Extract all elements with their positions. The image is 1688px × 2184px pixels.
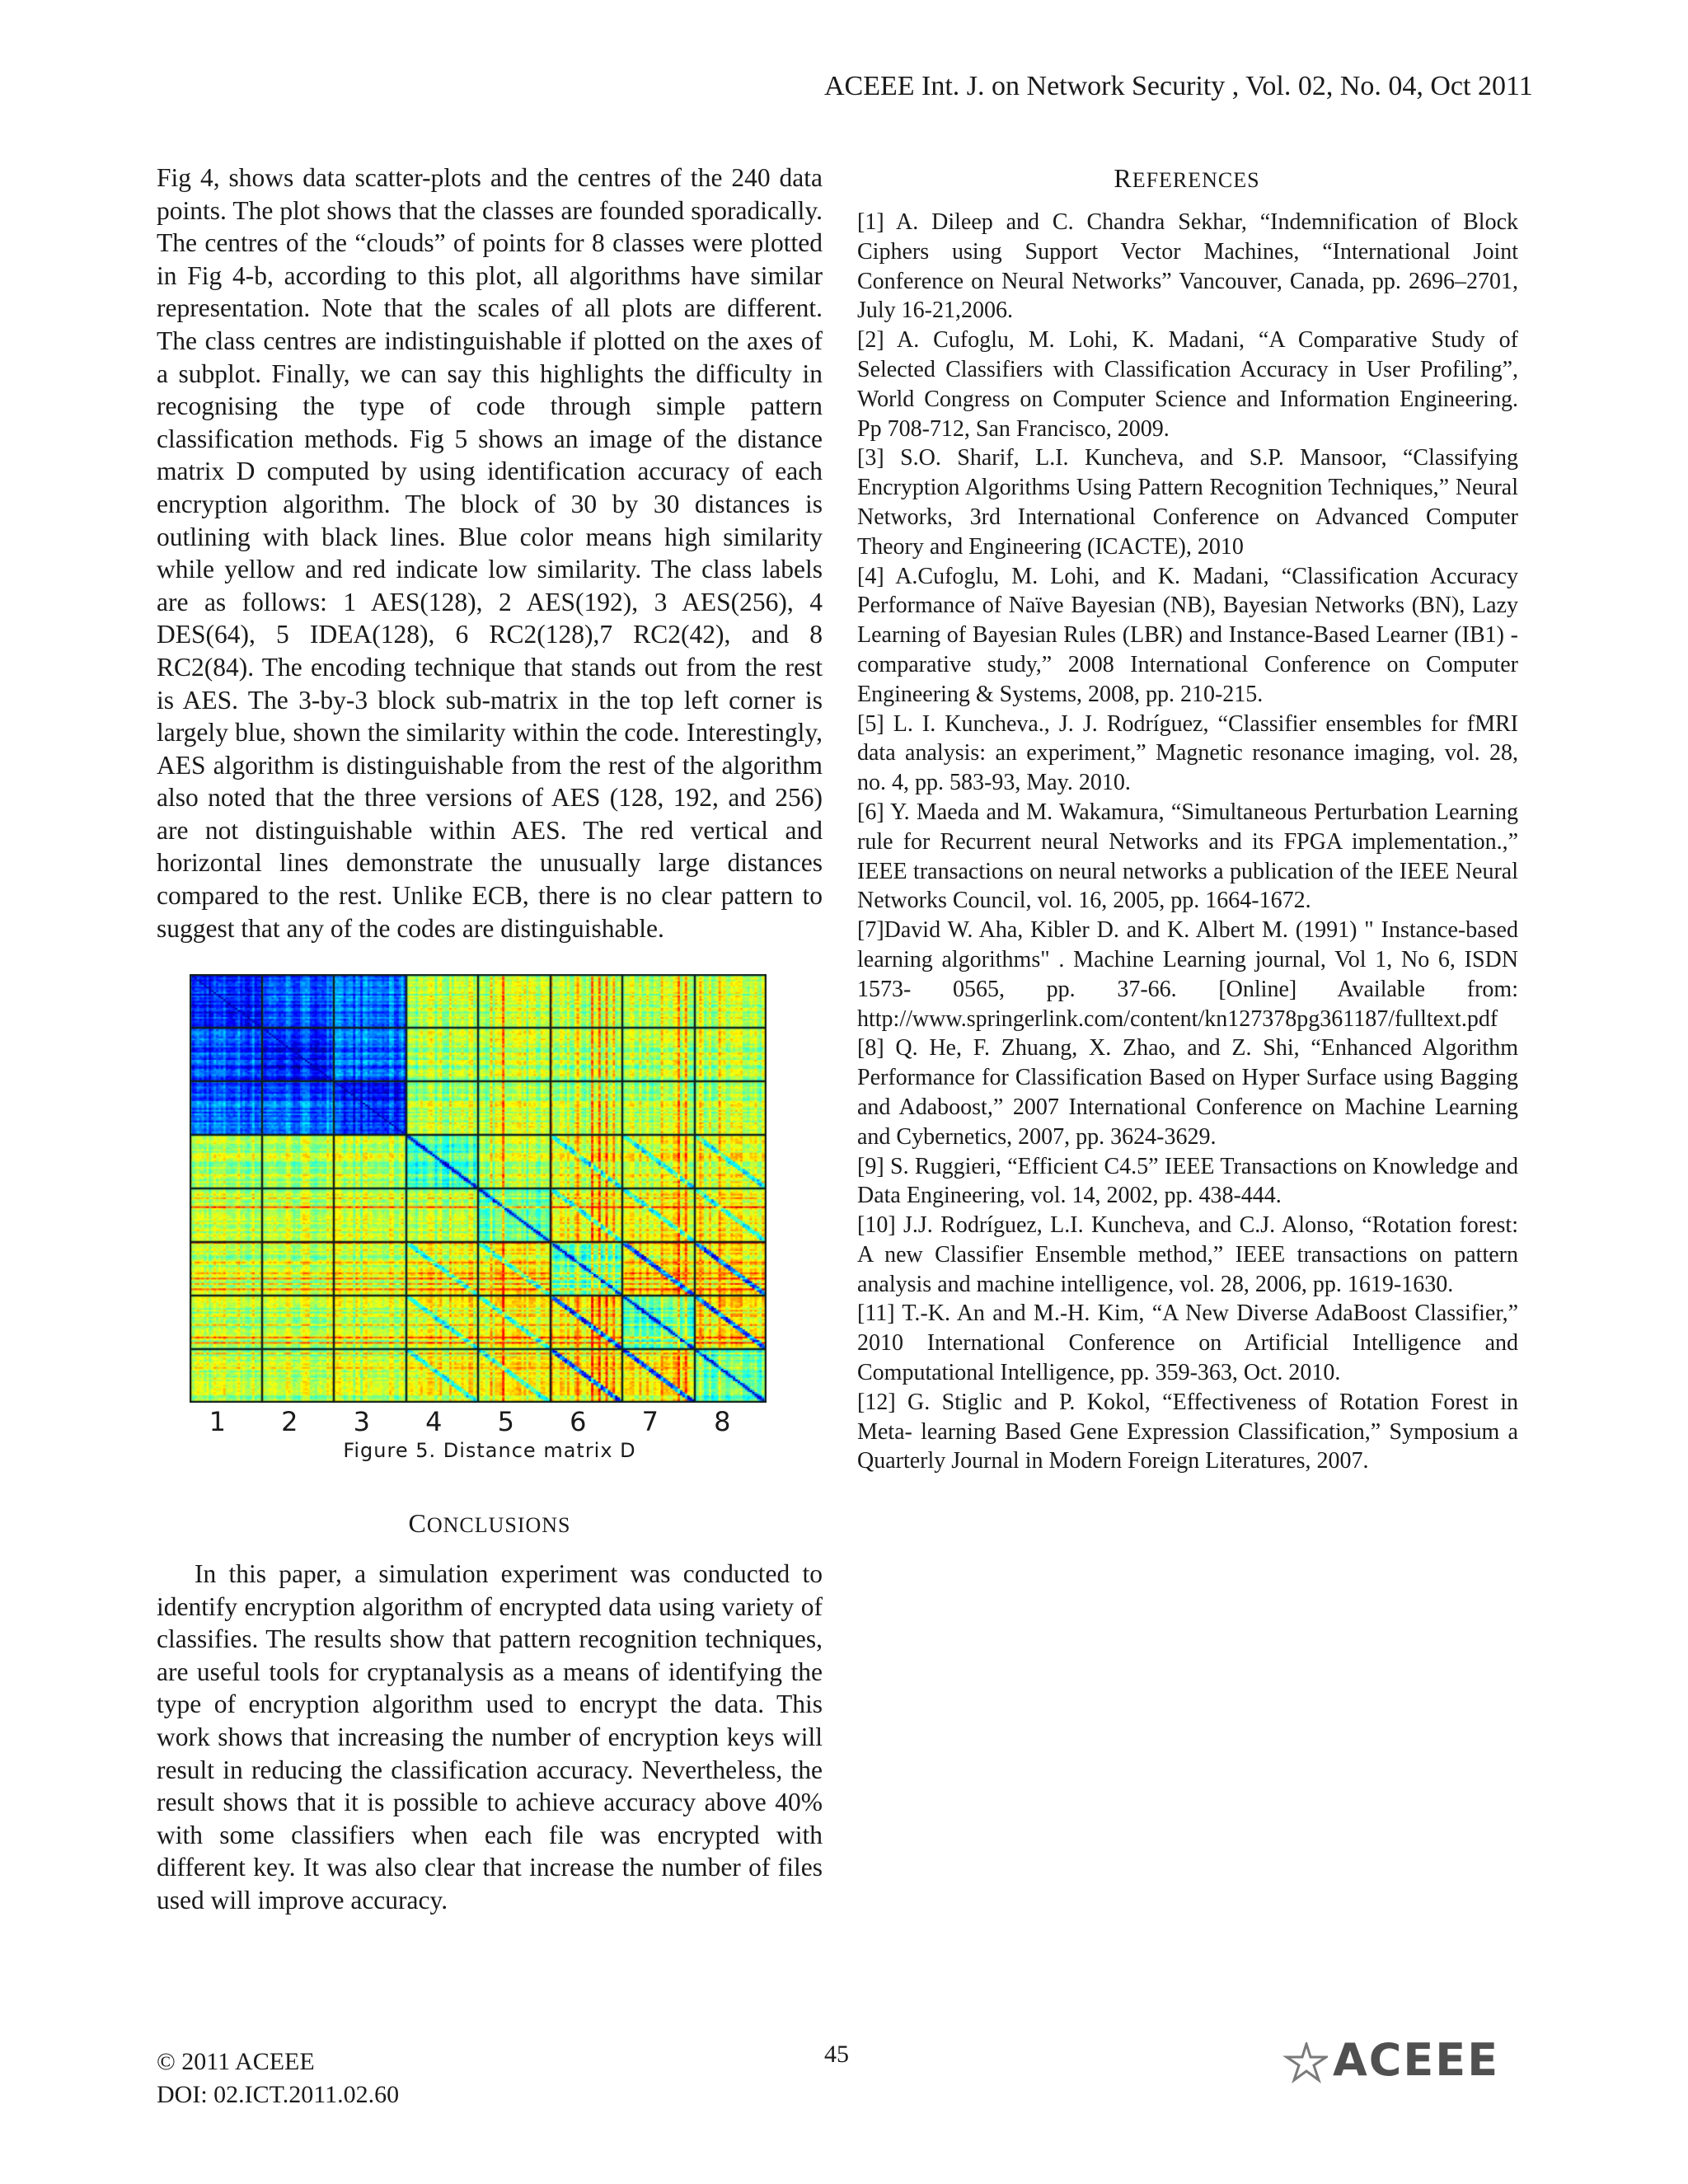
references-heading-rest: EFERENCES	[1132, 168, 1260, 192]
conclusions-heading-initial: C	[408, 1508, 427, 1538]
reference-item: [7]David W. Aha, Kibler D. and K. Albert M. (1991) " Instance-based learning algorithms" . Machine Learning journal, Vol 1, No 6, ISDN 1573- 0565, pp. 37-66. [Online] Available from: http://www.springerlink.com/content/kn127378pg361187/fulltext.pdf	[857, 917, 1518, 1032]
reference-item: [9] S. Ruggieri, “Efficient C4.5” IEEE Transactions on Knowledge and Data Engineering, vol. 14, 2002, pp. 438-444.	[857, 1153, 1518, 1209]
x-tick-label: 5	[497, 1406, 514, 1437]
figure-5	[190, 974, 767, 1442]
x-tick-label: 3	[353, 1406, 370, 1437]
reference-item: [5] L. I. Kuncheva., J. J. Rodríguez, “Classifier ensembles for fMRI data analysis: an experiment,” Magnetic resonance imaging, vol. 28, no. 4, pp. 583-93, May. 2010.	[857, 710, 1518, 796]
copyright: © 2011 ACEEE	[157, 2048, 315, 2075]
footer-left	[157, 2046, 399, 2111]
reference-item: [1] A. Dileep and C. Chandra Sekhar, “Indemnification of Block Ciphers using Support Vector Machines, “International Joint Conference on Neural Networks” Vancouver, Canada, pp. 2696–2701, July 16-21,2006.	[857, 209, 1518, 324]
x-tick-label: 8	[714, 1406, 731, 1437]
x-tick-label: 7	[641, 1406, 659, 1437]
conclusions-heading	[157, 1508, 823, 1539]
x-tick-label: 1	[209, 1406, 226, 1437]
conclusions-section	[157, 1558, 823, 1917]
doi: DOI: 02.ICT.2011.02.60	[157, 2081, 400, 2108]
page-number: 45	[824, 2041, 849, 2068]
references-heading	[857, 163, 1517, 194]
star-icon	[1282, 2042, 1328, 2083]
reference-item: [6] Y. Maeda and M. Wakamura, “Simultaneous Perturbation Learning rule for Recurrent neural Networks and its FPGA implementation.,” IEEE transactions on neural networks a publication of the IEEE Neural Networks Council, vol. 16, 2005, pp. 1664-1672.	[857, 799, 1518, 914]
body-paragraph: Fig 4, shows data scatter-plots and the centres of the 240 data points. The plot shows that the classes are founded sporadically. The centres of the “clouds” of points for 8 classes were plotted in Fig 4-b, according to this plot, all algorithms have similar representation. Note that the scales of all plots are different. The class centres are indistinguishable if plotted on the axes of a subplot. Finally, we can say this highlights the difficulty in recognising the type of code through simple pattern classification methods. Fig 5 shows an image of the distance matrix D computed by using identification accuracy of each encryption algorithm. The block of 30 by 30 distances is outlining with black lines. Blue color means high similarity while yellow and red indicate low similarity. The class labels are as follows: 1 AES(128), 2 AES(192), 3 AES(256), 4 DES(64), 5 IDEA(128), 6 RC2(128),7 RC2(42), and 8 RC2(84). The encoding technique that stands out from the rest is AES. The 3-by-3 block sub-matrix in the top left corner is largely blue, shown the similarity within the code. Interestingly, AES algorithm is distinguishable from the rest of the algorithm also noted that the three versions of AES (128, 192, and 256) are not distinguishable within AES. The red vertical and horizontal lines demonstrate the unusually large distances compared to the rest. Unlike ECB, there is no clear pattern to suggest that any of the codes are distinguishable.	[157, 163, 823, 943]
x-tick-label: 2	[281, 1406, 298, 1437]
references-list	[857, 208, 1518, 1476]
reference-item: [3] S.O. Sharif, L.I. Kuncheva, and S.P. Mansoor, “Classifying Encryption Algorithms Using Pattern Recognition Techniques,” Neural Networks, 3rd International Conference on Advanced Computer Theory and Engineering (ICACTE), 2010	[857, 445, 1518, 560]
conclusions-heading-rest: ONCLUSIONS	[426, 1513, 571, 1537]
conclusions-paragraph: In this paper, a simulation experiment was conducted to identify encryption algorithm of encrypted data using variety of classifies. The results show that pattern recognition techniques, are useful tools for cryptanalysis as a means of identifying the type of encryption algorithm used to encrypt the data. This work shows that increasing the number of encryption keys will result in reducing the classification accuracy. Nevertheless, the result shows that it is possible to achieve accuracy above 40% with some classifiers when each file was encrypted with different key. It was also clear that increase the number of files used will improve accuracy.	[157, 1559, 823, 1915]
journal-header: ACEEE Int. J. on Network Security , Vol. 02, No. 04, Oct 2011	[824, 71, 1533, 101]
reference-item: [8] Q. He, F. Zhuang, X. Zhao, and Z. Shi, “Enhanced Algorithm Performance for Classification Based on Hyper Surface using Bagging and Adaboost,” 2007 International Conference on Machine Learning and Cybernetics, 2007, pp. 3624-3629.	[857, 1035, 1518, 1150]
reference-item: [12] G. Stiglic and P. Kokol, “Effectiveness of Rotation Forest in Meta- learning Based Gene Expression Classification,” Symposium a Quarterly Journal in Modern Foreign Literatures, 2007.	[857, 1389, 1518, 1474]
figure-caption: Figure 5. Distance matrix D	[343, 1439, 636, 1462]
distance-matrix-heatmap	[190, 974, 767, 1403]
references-heading-initial: R	[1114, 163, 1132, 193]
reference-item: [10] J.J. Rodríguez, L.I. Kuncheva, and C.J. Alonso, “Rotation forest: A new Classifier Ensemble method,” IEEE transactions on pattern analysis and machine intelligence, vol. 28, 2006, pp. 1619-1630.	[857, 1212, 1518, 1297]
heatmap-x-tick-labels	[190, 1406, 767, 1442]
x-tick-label: 4	[425, 1406, 443, 1437]
reference-item: [2] A. Cufoglu, M. Lohi, K. Madani, “A Comparative Study of Selected Classifiers with Classification Accuracy in User Profiling”, World Congress on Computer Science and Information Engineering. Pp 708-712, San Francisco, 2009.	[857, 327, 1518, 442]
x-tick-label: 6	[570, 1406, 587, 1437]
aceee-logo	[1282, 2034, 1529, 2092]
logo-text: ACEEE	[1333, 2034, 1500, 2086]
left-column	[157, 162, 823, 944]
reference-item: [11] T.-K. An and M.-H. Kim, “A New Diverse AdaBoost Classifier,” 2010 International Conference on Artificial Intelligence and Computational Intelligence, pp. 359-363, Oct. 2010.	[857, 1301, 1518, 1386]
reference-item: [4] A.Cufoglu, M. Lohi, and K. Madani, “Classification Accuracy Performance of Naïve Bayesian (NB), Bayesian Networks (BN), Lazy Learning of Bayesian Rules (LBR) and Instance-Based Learner (IB1) - comparative study,” 2008 International Conference on Computer Engineering & Systems, 2008, pp. 210-215.	[857, 563, 1518, 707]
